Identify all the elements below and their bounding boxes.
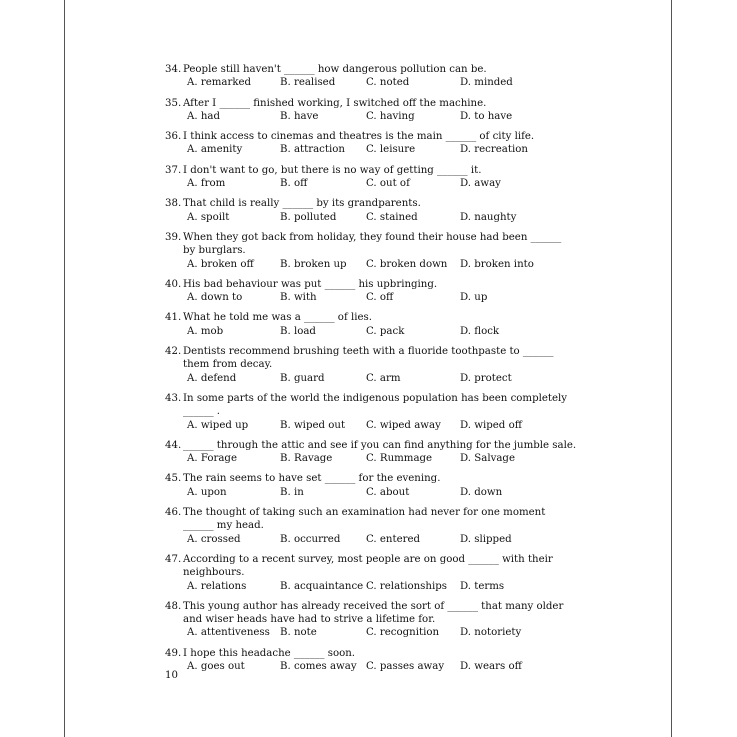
answer-options (165, 177, 585, 190)
question-number: 48. (165, 600, 182, 612)
answer-option: D. broken into (460, 258, 534, 270)
answer-option: D. slipped (460, 533, 512, 545)
answer-option: A. broken off (187, 258, 254, 270)
answer-option: D. away (460, 178, 501, 190)
question-list (165, 63, 585, 680)
answer-option: C. off (366, 292, 394, 304)
answer-option: D. wiped off (460, 419, 522, 431)
answer-option: C. about (366, 486, 410, 498)
question-item (165, 164, 585, 191)
question-number: 43. (165, 392, 182, 404)
question-number: 35. (165, 97, 182, 109)
question-text: The rain seems to have set ______ for the evening. (183, 473, 441, 485)
question-item (165, 63, 585, 90)
answer-option: B. comes away (280, 660, 357, 672)
answer-options (165, 211, 585, 224)
answer-option: A. upon (187, 486, 227, 498)
answer-options (165, 258, 585, 271)
question-item (165, 392, 585, 432)
answer-option: B. acquaintance (280, 580, 364, 592)
question-stem (165, 164, 585, 177)
question-text: After I ______ finished working, I switched off the machine. (183, 97, 487, 109)
answer-option: A. goes out (187, 660, 245, 672)
question-item (165, 130, 585, 157)
question-text: According to a recent survey, most people are on good ______ with their neighbours. (183, 553, 553, 579)
question-text: This young author has already received the sort of ______ that many older and wiser heads have had to strive a lifetime for. (183, 600, 564, 626)
answer-option: A. had (187, 110, 220, 122)
answer-option: D. Salvage (460, 453, 515, 465)
answer-option: D. to have (460, 110, 513, 122)
question-text: I hope this headache ______ soon. (183, 647, 356, 659)
answer-option: C. having (366, 110, 415, 122)
question-number: 37. (165, 164, 182, 176)
question-stem (165, 553, 585, 580)
answer-option: B. occurred (280, 533, 341, 545)
answer-option: B. with (280, 292, 317, 304)
answer-option: D. flock (460, 325, 500, 337)
answer-option: C. stained (366, 211, 418, 223)
answer-option: B. guard (280, 372, 325, 384)
answer-options (165, 372, 585, 385)
answer-options (165, 110, 585, 123)
question-item (165, 231, 585, 271)
question-number: 36. (165, 131, 182, 143)
question-stem (165, 600, 585, 627)
question-text: People still haven't ______ how dangerous pollution can be. (183, 64, 487, 75)
answer-options (165, 76, 585, 89)
question-number: 41. (165, 312, 182, 324)
question-stem (165, 439, 585, 452)
question-number: 47. (165, 553, 182, 565)
question-number: 46. (165, 507, 182, 519)
answer-option: C. out of (366, 178, 410, 190)
question-item (165, 439, 585, 466)
question-number: 45. (165, 473, 182, 485)
answer-option: B. have (280, 110, 319, 122)
question-number: 42. (165, 346, 182, 358)
answer-option: C. leisure (366, 144, 416, 156)
question-item (165, 197, 585, 224)
page-number: 10 (165, 670, 178, 681)
answer-option: C. pack (366, 325, 405, 337)
question-number: 44. (165, 439, 182, 451)
answer-option: D. notoriety (460, 627, 522, 639)
answer-option: C. Rummage (366, 453, 433, 465)
answer-option: D. protect (460, 372, 512, 384)
question-item (165, 311, 585, 338)
question-number: 38. (165, 198, 182, 210)
question-text: I don't want to go, but there is no way of getting ______ it. (183, 164, 482, 176)
answer-option: A. remarked (187, 77, 252, 89)
answer-option: B. in (280, 486, 304, 498)
question-text: Dentists recommend brushing teeth with a fluoride toothpaste to ______ them from decay. (183, 346, 554, 371)
question-number: 40. (165, 278, 182, 290)
answer-option: D. recreation (460, 144, 528, 156)
answer-option: B. polluted (280, 211, 337, 223)
answer-option: A. mob (187, 325, 224, 337)
answer-option: A. crossed (187, 533, 241, 545)
question-number: 49. (165, 647, 182, 659)
question-stem (165, 97, 585, 110)
question-stem (165, 647, 585, 660)
answer-options (165, 143, 585, 156)
question-number: 39. (165, 231, 182, 243)
answer-option: D. up (460, 292, 488, 304)
question-text: His bad behaviour was put ______ his upbringing. (183, 278, 438, 290)
answer-option: B. broken up (280, 258, 347, 270)
answer-option: B. realised (280, 77, 336, 89)
answer-option: C. noted (366, 77, 410, 89)
answer-options (165, 325, 585, 338)
answer-option: D. down (460, 486, 503, 498)
answer-option: A. down to (187, 292, 243, 304)
answer-option: C. entered (366, 533, 421, 545)
answer-options (165, 660, 585, 673)
answer-option: C. passes away (366, 660, 445, 672)
answer-option: B. off (280, 178, 308, 190)
question-item (165, 553, 585, 593)
question-number: 34. (165, 64, 182, 75)
answer-options (165, 626, 585, 639)
question-text: The thought of taking such an examination had never for one moment ______ my head. (183, 507, 546, 532)
question-text: When they got back from holiday, they found their house had been ______ by burglars. (183, 231, 562, 257)
question-text: In some parts of the world the indigenous population has been completely ______ . (183, 392, 568, 418)
question-stem (165, 231, 585, 258)
question-stem (165, 63, 585, 76)
question-text: ______ through the attic and see if you can find anything for the jumble sale. (183, 439, 577, 451)
question-stem (165, 472, 585, 485)
answer-option: A. attentiveness (187, 627, 270, 639)
question-item (165, 600, 585, 640)
answer-option: D. naughty (460, 211, 517, 223)
answer-option: A. spoilt (187, 211, 230, 223)
question-stem (165, 197, 585, 210)
answer-options (165, 486, 585, 499)
question-stem (165, 392, 585, 419)
answer-option: A. from (187, 178, 226, 190)
answer-option: D. minded (460, 77, 513, 89)
answer-option: A. Forage (187, 453, 237, 465)
answer-option: C. relationships (366, 580, 447, 592)
answer-option: A. defend (187, 372, 237, 384)
question-item (165, 345, 585, 385)
answer-option: C. recognition (366, 627, 440, 639)
question-item (165, 506, 585, 546)
answer-option: B. note (280, 627, 317, 639)
answer-options (165, 580, 585, 593)
question-stem (165, 345, 585, 372)
answer-option: A. relations (187, 580, 247, 592)
answer-option: D. wears off (460, 660, 522, 672)
answer-option: B. wiped out (280, 419, 346, 431)
question-item (165, 97, 585, 124)
answer-option: C. wiped away (366, 419, 441, 431)
answer-option: D. terms (460, 580, 505, 592)
question-text: What he told me was a ______ of lies. (183, 312, 372, 324)
answer-option: A. wiped up (187, 419, 249, 431)
answer-options (165, 452, 585, 465)
question-text: That child is really ______ by its grandparents. (183, 198, 421, 210)
answer-option: B. load (280, 325, 316, 337)
answer-option: B. Ravage (280, 453, 333, 465)
question-item (165, 278, 585, 305)
question-stem (165, 506, 585, 533)
answer-option: C. arm (366, 372, 401, 384)
answer-option: A. amenity (187, 144, 243, 156)
question-text: I think access to cinemas and theatres is the main ______ of city life. (183, 131, 535, 143)
question-item (165, 647, 585, 674)
question-stem (165, 130, 585, 143)
answer-options (165, 419, 585, 432)
question-item (165, 472, 585, 499)
answer-option: B. attraction (280, 144, 345, 156)
answer-options (165, 533, 585, 546)
answer-option: C. broken down (366, 258, 448, 270)
question-stem (165, 311, 585, 324)
answer-options (165, 291, 585, 304)
question-stem (165, 278, 585, 291)
